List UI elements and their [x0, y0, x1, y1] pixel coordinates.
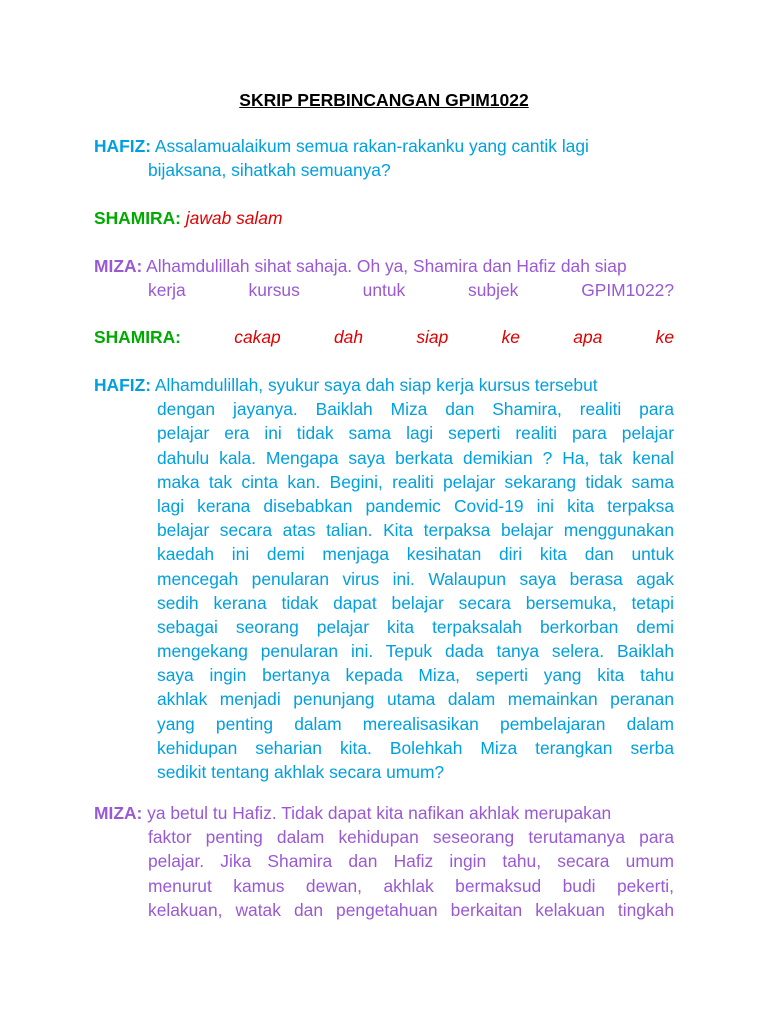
- paragraph-hafiz-explanation: HAFIZ: Alhamdulillah, syukur saya dah siap kerja kursus tersebut dengan jayanya. Baiklah Miza dan Shamira, realiti para pelajar era ini tidak sama lagi seperti realiti para pelajar dahulu kala. Mengapa saya berkata demikian ? Ha, tak kenal maka tak cinta kan. Begini, realiti pelajar sekarang tidak sama lagi kerana disebabkan pandemic Covid-19 ini kita terpaksa belajar secara atas talian. Kita terpaksa belajar menggunakan kaedah ini demi menjaga kesihatan diri kita dan untuk mencegah penularan virus ini. Walaupun saya berasa agak sedih kerana tidak dapat belajar secara bersemuka, tetapi sebagai seorang pelajar kita terpaksalah berkorban demi mengekang penularan ini. Tepuk dada tanya selera. Baiklah saya ingin bertanya kepada Miza, seperti yang kita tahu akhlak menjadi penunjang utama dalam memainkan peranan yang penting dalam merealisasikan pembelajaran dalam kehidupan seharian kita. Bolehkah Miza terangkan serba sedikit tentang akhlak secara umum?: [94, 373, 674, 784]
- paragraph-miza-question: MIZA: Alhamdulillah sihat sahaja. Oh ya, Shamira dan Hafiz dah siap kerja kursus untuk subjek GPIM1022?: [94, 254, 674, 302]
- paragraph-line: dahulu kala. Mengapa saya berkata demikian ? Ha, tak kenal: [157, 447, 674, 468]
- paragraph-miza-akhlak: MIZA: ya betul tu Hafiz. Tidak dapat kita nafikan akhlak merupakan faktor penting dalam kehidupan seseorang terutamanya para pelajar. Jika Shamira dan Hafiz ingin tahu, secara umum menurut kamus dewan, akhlak bermaksud budi pekerti, kelakuan, watak dan pengetahuan berkaitan kelakuan tingkah: [94, 801, 674, 922]
- speaker-label: HAFIZ:: [94, 375, 151, 395]
- speaker-label: MIZA:: [94, 256, 143, 276]
- paragraph-line: akhlak menjadi penunjang utama dalam memainkan peranan: [157, 689, 674, 710]
- paragraph-line: dengan jayanya. Baiklah Miza dan Shamira, realiti para: [157, 399, 674, 420]
- paragraph-line: lagi kerana disebabkan pandemic Covid-19 ini kita terpaksa: [157, 495, 674, 516]
- paragraph-line: mengekang penularan ini. Tepuk dada tanya selera. Baiklah: [157, 641, 674, 662]
- paragraph-line: menurut kamus dewan, akhlak bermaksud budi pekerti,: [148, 875, 674, 896]
- speaker-label: HAFIZ:: [94, 136, 151, 156]
- paragraph-shamira-reply: [94, 206, 674, 230]
- speaker-label: SHAMIRA:: [94, 208, 181, 228]
- paragraph-line: mencegah penularan virus ini. Walaupun saya berasa agak: [157, 568, 674, 589]
- paragraph-line: kerja kursus untuk subjek GPIM1022?: [148, 280, 674, 301]
- paragraph-line: belajar secara atas talian. Kita terpaksa belajar menggunakan: [157, 520, 674, 541]
- paragraph-line: sedikit tentang akhlak secara umum?: [157, 762, 445, 782]
- paragraph-line: maka tak cinta kan. Begini, realiti pelajar sekarang tidak sama: [157, 471, 674, 492]
- paragraph-line: sebagai seorang pelajar kita terpaksalah berkorban demi: [157, 616, 674, 637]
- paragraph-line: HAFIZ: Assalamualaikum semua rakan-rakanku yang cantik lagi: [94, 136, 589, 156]
- speaker-label: MIZA:: [94, 803, 143, 823]
- paragraph-line: yang penting dalam merealisasikan pembelajaran dalam: [157, 713, 674, 734]
- document-title: SKRIP PERBINCANGAN GPIM1022: [239, 90, 529, 110]
- paragraph-line: sedih kerana tidak dapat belajar secara bersemuka, tetapi: [157, 592, 674, 613]
- stage-direction: jawab salam: [185, 208, 283, 228]
- paragraph-line: faktor penting dalam kehidupan seseorang terutamanya para: [148, 827, 674, 848]
- stage-direction: cakap dah siap ke apa ke: [234, 327, 674, 347]
- paragraph-hafiz-greeting: [94, 134, 674, 182]
- paragraph-line: bijaksana, sihatkah semuanya?: [148, 160, 391, 181]
- paragraph-line: saya ingin bertanya kepada Miza, seperti yang kita tahu: [157, 665, 674, 686]
- paragraph-line: pelajar era ini tidak sama lagi seperti realiti para pelajar: [157, 423, 674, 444]
- paragraph-line: kehidupan seharian kita. Bolehkah Miza terangkan serba: [157, 737, 674, 758]
- speaker-label: SHAMIRA:: [94, 327, 181, 347]
- paragraph-line: pelajar. Jika Shamira dan Hafiz ingin tahu, secara umum: [148, 851, 674, 872]
- paragraph-shamira-answer: [94, 325, 674, 349]
- paragraph-line: kaedah ini demi menjaga kesihatan diri kita dan untuk: [157, 544, 674, 565]
- paragraph-line: kelakuan, watak dan pengetahuan berkaitan kelakuan tingkah: [148, 899, 674, 920]
